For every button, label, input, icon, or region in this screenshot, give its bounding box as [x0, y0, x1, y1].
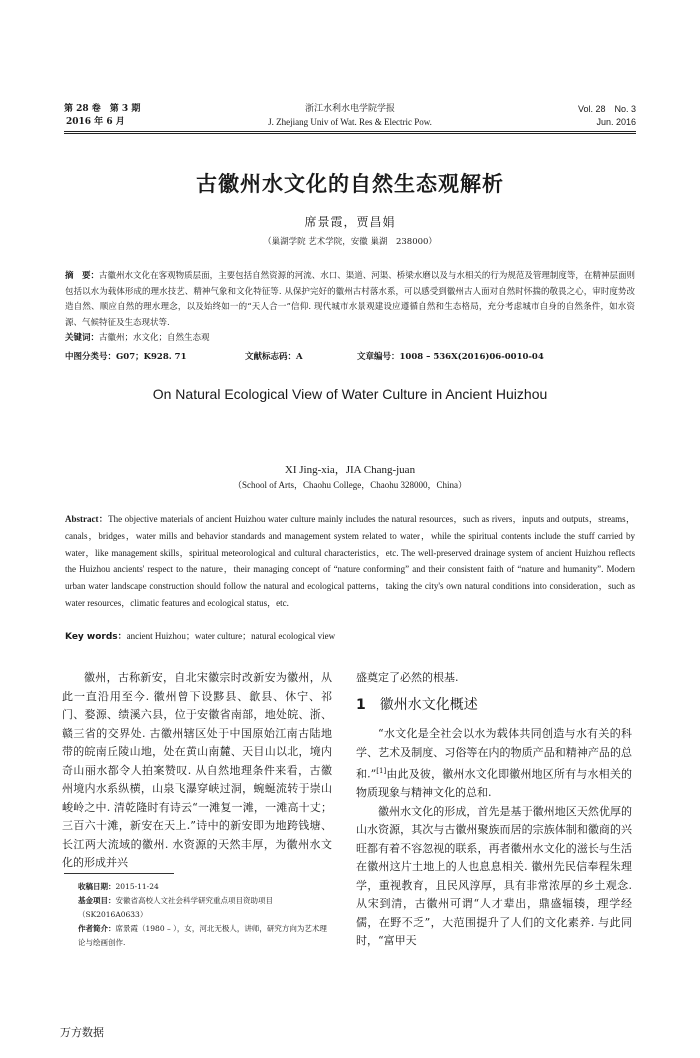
section-title: 徽州水文化概述: [379, 696, 478, 713]
clc-value: G07；K928. 71: [116, 352, 187, 362]
article-title-zh: 古徽州水文化的自然生态观解析: [196, 172, 504, 196]
abstract-en-text: The objective materials of ancient Huizhou water culture mainly includes the natural resources，such as rivers，inputs and outputs，streams，canals，bridges，water mills and behavior standards and management system related to water，while the spiritual contents include the stuff carried by water，like management skills，spiritual meteorological and cultural characteristics，etc. The well-preserved drainage system of ancient Huizhou reflects the Huizhou ancients' respect to the nature，their managing concept of “nature conforming” and their consistent faith of “nature and humanity”. Modern urban water landscape construction should follow the natural and ecological patterns，taking the city's own natural conditions into consideration，such as water resources，climatic features and ecological status，etc.: [65, 514, 635, 608]
clc-code: [65, 350, 186, 362]
author-bio-label: 作者简介：: [78, 924, 116, 933]
authors-en: XI Jing-xia，JIA Chang-juan: [284, 464, 416, 476]
keywords-en-label: Key words：: [65, 632, 127, 642]
keywords-en: [65, 629, 635, 642]
author-bio-text: 席景霞（1980 – ），女，河北无极人，讲师，研究方向为艺术理论与绘画创作.: [78, 924, 327, 947]
header-rule: [64, 131, 636, 132]
footnote-author: [64, 922, 332, 950]
footnote-fund: [64, 894, 332, 922]
header-rule-thin: [64, 133, 636, 134]
journal-name-en: J. Zhejiang Univ of Wat. Res & Electric Pow.: [268, 117, 432, 127]
abstract-zh: [65, 269, 635, 331]
body-paragraph: 徽州水文化的形成，首先是基于徽州地区天然优厚的山水资源，其次与古徽州聚族而居的宗族体制和徽商的兴旺都有着不容忽视的联系，再者徽州水文化的滋长与生活在徽州这片土地上的人也息息相关. 徽州先民信奉程朱理学，重视教育，且民风淳厚，具有非常浓厚的乡土观念. 从宋到清，古徽州可谓“人才辈出，鼎盛辐辏，理学经儒，在野不乏”，大范围提升了人们的文化素养. 与此同时，“富甲天: [356, 804, 632, 948]
running-header: [64, 103, 636, 133]
article-number: [357, 350, 544, 362]
journal-name: [64, 103, 636, 129]
footnote-rule: [64, 873, 174, 874]
doc-code-value: A: [296, 352, 303, 362]
authors-zh: 席景霞，贾昌娟: [304, 215, 396, 229]
article-id-value: 1008 – 536X(2016)06-0010-04: [399, 352, 544, 362]
abstract-en: [65, 511, 635, 612]
abstract-zh-text: 古徽州水文化在客观物质层面，主要包括自然资源的河流、水口、渠道、河渠、桥梁水磨以及与水相关的行为规范及管理制度等，在精神层面则包括以水为载体形成的理水技艺、精神气象和文化特征等. 从保护完好的徽州古村落水系，可以感受到徽州古人面对自然时怀揣的敬畏之心，审时度势改造自然、顺应自然的理水理念，以及始终如一的“天人合一”信仰. 现代城市水景观建设应遵循自然和生态格局，充分考虑城市自身的自然条件，如水资源、气候特征及生态现状等.: [65, 271, 635, 328]
volume-issue: 第 28 卷 第 3 期: [64, 104, 141, 114]
fund-label: 基金项目：: [78, 896, 116, 905]
doc-code-label: 文献标志码：: [245, 352, 297, 362]
volume-issue-en: Vol. 28 No. 3: [577, 104, 636, 114]
article-id-label: 文章编号：: [357, 352, 400, 362]
document-code: [245, 350, 303, 362]
issue-date: 2016 年 6 月: [66, 117, 125, 127]
clc-label: 中图分类号：: [65, 352, 117, 362]
section-number: 1: [356, 696, 366, 713]
affiliation-zh: （巢湖学院 艺术学院，安徽 巢湖 238000）: [263, 237, 437, 247]
keywords-zh-text: 古徽州；水文化；自然生态观: [99, 333, 210, 343]
journal-name-zh: 浙江水利水电学院学报: [304, 104, 395, 114]
received-date: 2015-11-24: [115, 882, 159, 891]
received-label: 收稿日期：: [78, 882, 116, 891]
body-paragraph: 徽州，古称新安，自北宋徽宗时改新安为徽州，从此一直沿用至今. 徽州曾下设黟县、歙县、休宁、祁门、婺源、绩溪六县，位于安徽省南部，地处皖、浙、赣三省的交界处. 古徽州辖区处于中国原始江南古陆地带的皖南丘陵山地，处在黄山南麓、天目山以北，境内奇山丽水都令人拍案赞叹. 从自然地理条件来看，古徽州境内水系纵横，山泉飞瀑穿峡过洞，蜿蜒流转于崇山峻岭之中. 清乾隆时有诗云“一滩复一滩，一滩高十丈；三百六十滩，新安在天上.”诗中的新安即为地跨钱塘、长江两大流域的徽州. 水资源的天然丰厚，为徽州水文化的形成并兴: [62, 671, 332, 869]
affiliation-en: （School of Arts，Chaohu College，Chaohu 328000，China）: [233, 480, 467, 490]
section-heading: [356, 696, 632, 715]
footnote-received: [64, 880, 332, 894]
keywords-zh-label: 关键词：: [65, 333, 100, 343]
citation-ref: [1]: [376, 767, 387, 775]
issue-date-en: Jun. 2016: [596, 117, 636, 127]
issue-info-en: [578, 103, 636, 129]
abstract-zh-label: 摘 要：: [65, 271, 100, 281]
fund-text: 安徽省高校人文社会科学研究重点项目资助项目（SK2016A0633）: [78, 896, 273, 919]
body-paragraph: 盛奠定了必然的根基.: [356, 671, 459, 684]
article-title-en: On Natural Ecological View of Water Culture in Ancient Huizhou: [152, 386, 548, 402]
abstract-en-label: Abstract：: [65, 514, 109, 524]
footnotes: [64, 880, 332, 950]
wanfang-watermark: 万方数据: [60, 1026, 104, 1039]
keywords-en-text: ancient Huizhou；water culture；natural ecological view: [126, 631, 336, 641]
body-paragraph: [356, 725, 632, 803]
keywords-zh: [65, 331, 635, 343]
body-column-right: [356, 669, 632, 951]
quote-followup: 由此及彼，徽州水文化即徽州地区所有与水相关的物质现象与精神文化的总和.: [356, 767, 632, 800]
body-column-left: [62, 669, 332, 873]
quote-text: “水文化是全社会以水为载体共同创造与水有关的科学、艺术及制度、习俗等在内的物质产品和精神产品的总和.”: [356, 727, 632, 781]
